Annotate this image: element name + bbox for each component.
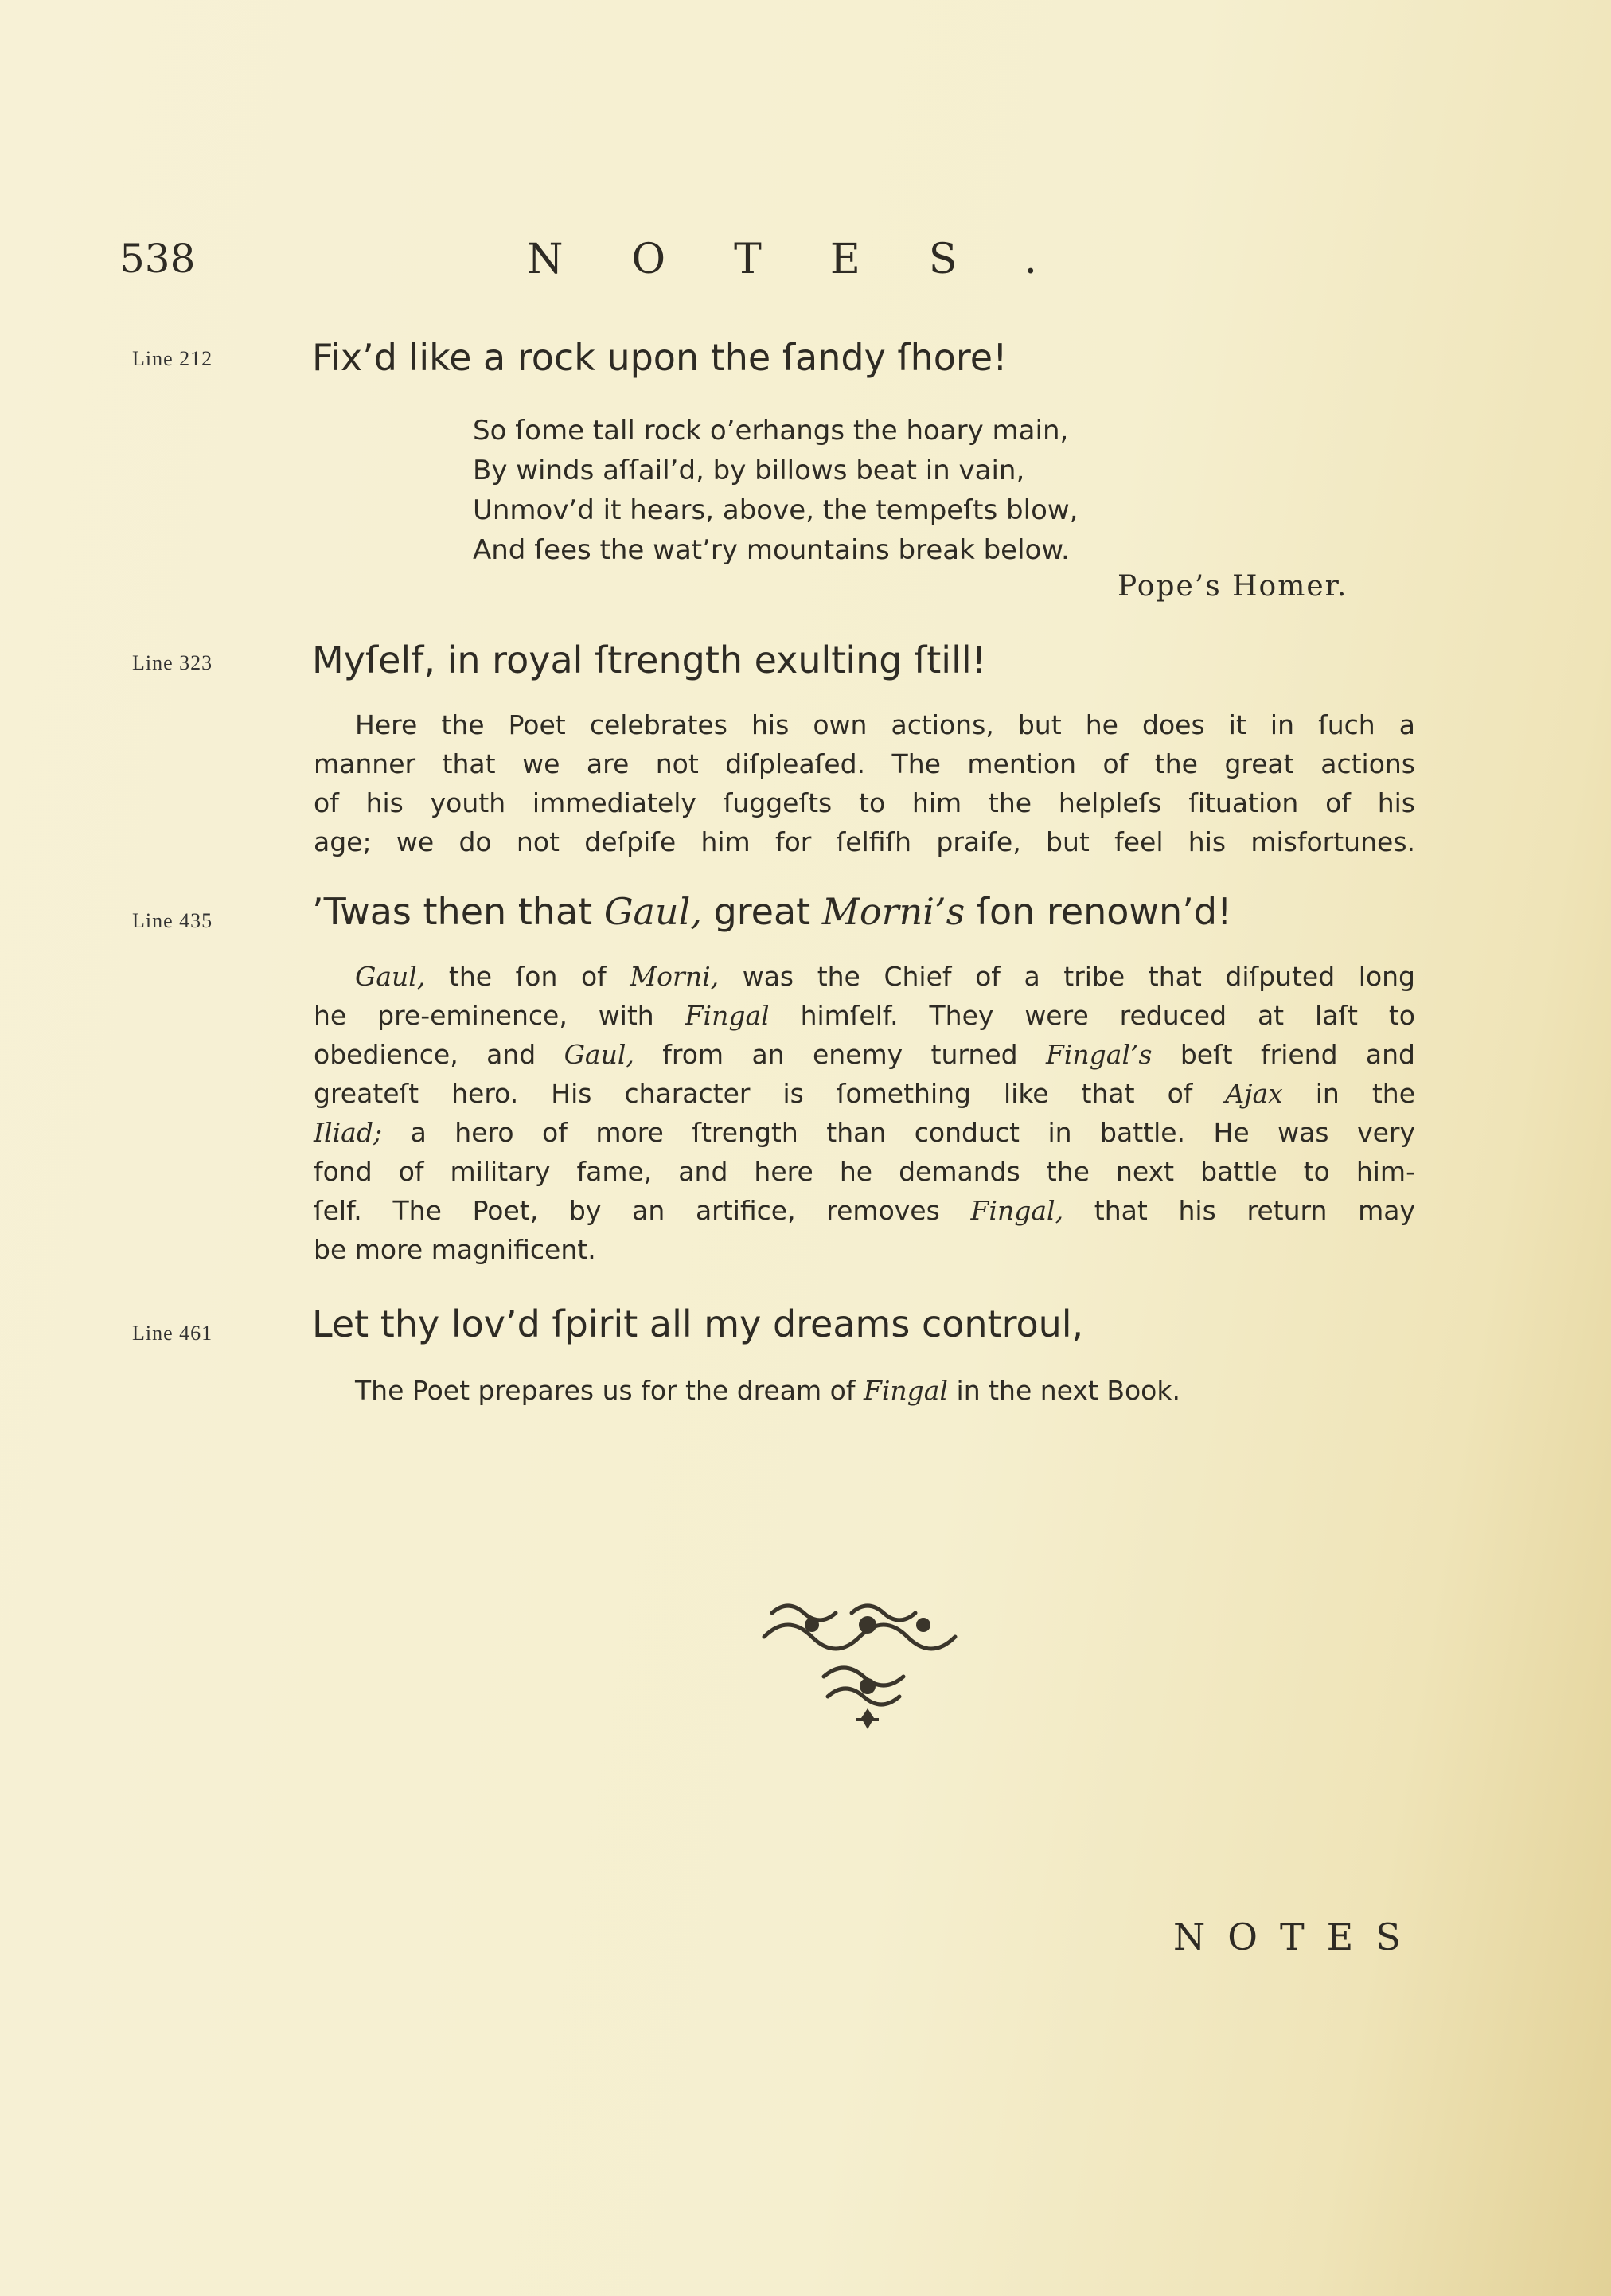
note-text: The Poet prepares us for the dream of: [355, 1375, 864, 1406]
note-line: [314, 1191, 1415, 1230]
verse-attribution: Pope’s Homer.: [1118, 570, 1348, 603]
italic-name: Fingal: [685, 1000, 770, 1031]
note-text: in the next Book.: [948, 1375, 1180, 1406]
italic-name: Fingal,: [970, 1195, 1064, 1226]
note-text: he pre-eminence, with: [314, 1000, 685, 1031]
verse-line: And ſees the wat’ry mountains break below.: [473, 534, 1070, 566]
note-text-461: [314, 1371, 1415, 1410]
italic-name: Ajax: [1225, 1078, 1283, 1109]
note-text-435: [314, 957, 1415, 1269]
note-headline-212: Fix’d like a rock upon the ſandy ſhore!: [312, 336, 1008, 379]
note-line: fond of military fame, and here he demands the next battle to him-: [314, 1156, 1415, 1187]
note-line: [314, 996, 1415, 1035]
italic-name: Fingal’s: [1045, 1039, 1153, 1070]
note-text: was the Chief of a tribe that diſputed long: [719, 961, 1415, 992]
note-text: from an enemy turned: [634, 1039, 1046, 1070]
running-head: NOTES.: [527, 236, 1106, 283]
line-label-461: Line 461: [132, 1322, 213, 1345]
note-text: himſelf. They were reduced at laſt to: [769, 1000, 1415, 1031]
italic-name: Gaul,: [355, 961, 426, 992]
headline-text: great: [701, 890, 822, 933]
note-line: [314, 957, 1415, 996]
italic-name: Morni,: [630, 961, 720, 992]
note-text: greateſt hero. His character is ſomething like that of: [314, 1078, 1226, 1109]
note-text: a hero of more ſtrength than conduct in battle. He was very: [410, 1117, 1415, 1148]
note-line: [314, 1074, 1415, 1113]
headline-text: ſon renown’d!: [965, 890, 1232, 933]
note-headline-435: [312, 890, 1231, 933]
note-line: age; we do not deſpiſe him for ſelfiſh praiſe, but feel his misfortunes.: [314, 826, 1415, 857]
verse-line: So ſome tall rock o’erhangs the hoary main,: [473, 415, 1069, 447]
note-line: Here the Poet celebrates his own actions, but he does it in ſuch a: [355, 709, 1415, 740]
note-text: in the: [1282, 1078, 1415, 1109]
note-line: [314, 1035, 1415, 1074]
headline-italic: Morni’s: [821, 890, 965, 933]
note-text: beſt friend and: [1152, 1039, 1415, 1070]
note-text: the ſon of: [425, 961, 630, 992]
note-line: [314, 1113, 1415, 1152]
note-text: ſelf. The Poet, by an artifice, removes: [314, 1195, 971, 1226]
note-text: obedience, and: [314, 1039, 564, 1070]
note-line: manner that we are not diſpleaſed. The mention of the great actions: [314, 748, 1415, 779]
verse-line: Unmov’d it hears, above, the tempeſts blow,: [473, 494, 1079, 526]
note-line: [314, 1371, 1415, 1410]
italic-name: Iliad;: [314, 1117, 383, 1148]
italic-name: Fingal: [863, 1375, 949, 1406]
page-number: 538: [119, 236, 196, 282]
printers-ornament: [756, 1589, 979, 1751]
catchword: NOTES: [1173, 1915, 1423, 1958]
verse-line: By winds aſſail’d, by billows beat in vain,: [473, 455, 1025, 486]
headline-text: ’Twas then that: [312, 890, 604, 933]
note-line: of his youth immediately ſuggeſts to him the helpleſs ſituation of his: [314, 787, 1415, 818]
note-text: that his return may: [1063, 1195, 1415, 1226]
fleuron-icon: [756, 1589, 979, 1748]
line-label-323: Line 323: [132, 651, 213, 674]
page-header: [119, 236, 1154, 291]
note-text-323: [314, 705, 1415, 861]
verse-quotation: [473, 411, 1078, 570]
line-label-435: Line 435: [132, 909, 213, 932]
line-label-212: Line 212: [132, 347, 213, 370]
italic-name: Gaul,: [564, 1039, 634, 1070]
headline-italic: Gaul,: [603, 890, 702, 933]
note-line: be more magnificent.: [314, 1234, 596, 1265]
note-headline-461: Let thy lov’d ſpirit all my dreams controul,: [312, 1302, 1084, 1345]
note-headline-323: Myſelf, in royal ſtrength exulting ſtill!: [312, 638, 987, 681]
